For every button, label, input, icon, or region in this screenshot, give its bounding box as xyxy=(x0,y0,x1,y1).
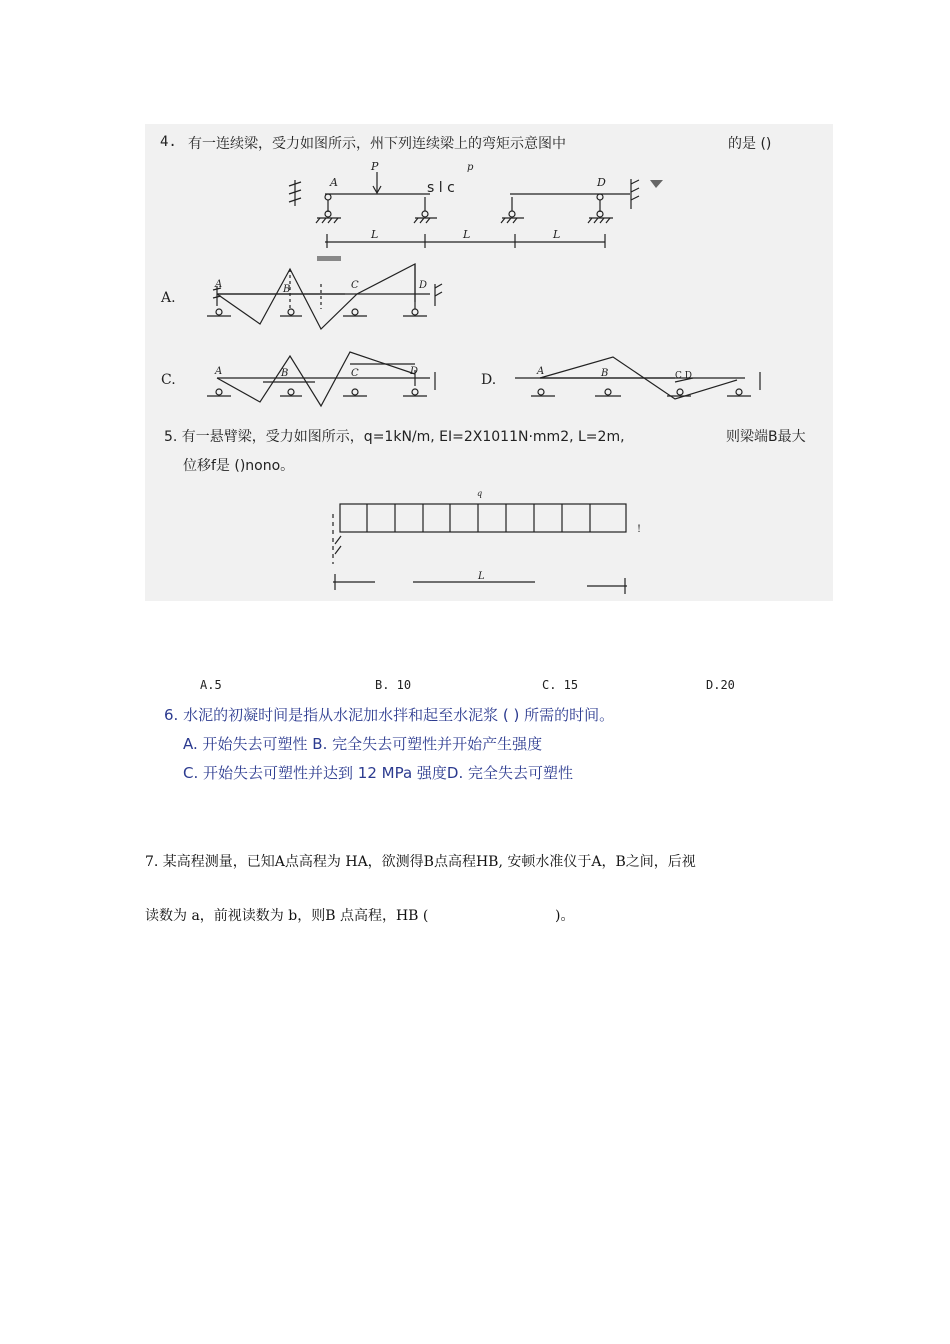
option-d-diagram xyxy=(515,357,760,399)
q7-line2: 读数为 a，前视读数为 b，则B 点高程，HB ( xyxy=(145,908,429,924)
q4-beam-diagrams xyxy=(145,124,833,601)
option-d-pt-b: B xyxy=(601,368,609,379)
q5-choice-b: B. 10 xyxy=(375,678,412,692)
q5-line1-tail: 则梁端B最大 xyxy=(726,429,806,445)
option-a-pt-b: B xyxy=(283,284,291,295)
q7-line2-tail: )。 xyxy=(555,908,575,924)
option-a-pt-c: C xyxy=(351,280,359,291)
option-c-label: C. xyxy=(161,372,176,388)
q4-number: 4. xyxy=(160,134,177,150)
q5-choice-a: A.5 xyxy=(200,678,222,692)
label-a: A xyxy=(330,176,338,189)
q4-text-tail: 的是 () xyxy=(728,136,772,152)
span-label-3: L xyxy=(553,228,561,241)
q5-q-label: q xyxy=(477,489,483,498)
option-a-label: A. xyxy=(161,290,176,306)
q5-line2: 位移f是 ()nono。 xyxy=(183,458,295,474)
q6-options-ab: A. 开始失去可塑性 B. 完全失去可塑性并开始产生强度 xyxy=(183,735,543,753)
option-c-pt-d: D xyxy=(410,366,419,377)
option-c-pt-a: A xyxy=(215,366,223,377)
q5-choice-d: D.20 xyxy=(706,678,735,692)
load-label-p2: p xyxy=(467,162,474,173)
option-d-label: D. xyxy=(481,372,497,388)
marker-triangle xyxy=(650,180,663,188)
q5-choice-c: C. 15 xyxy=(542,678,579,692)
marker-bar xyxy=(317,256,341,261)
label-d: D xyxy=(597,176,606,189)
span-label-2: L xyxy=(463,228,471,241)
option-d-pt-a: A xyxy=(537,366,545,377)
option-a-diagram xyxy=(207,264,442,329)
span-label-1: L xyxy=(371,228,379,241)
option-c-diagram xyxy=(207,352,435,406)
option-c-pt-b: B xyxy=(281,368,289,379)
q6-question: 6. 水泥的初凝时间是指从水泥加水拌和起至水泥浆 ( ) 所需的时间。 xyxy=(164,706,615,724)
hinge-label: s l c xyxy=(427,180,455,196)
q6-options-cd: C. 开始失去可塑性并达到 12 MPa 强度D. 完全失去可塑性 xyxy=(183,764,573,782)
q5-l-label: L xyxy=(478,571,485,582)
option-c-pt-c: C xyxy=(351,368,359,379)
option-d-pt-cd: C D xyxy=(675,371,692,381)
q7-line1: 7. 某高程测量，已知A点高程为 HA，欲测得B点高程HB, 安顿水准仪于A，B之间，后视 xyxy=(145,854,696,870)
q5-mark: ! xyxy=(637,524,642,535)
option-a-pt-d: D xyxy=(419,280,428,291)
option-a-pt-a: A xyxy=(215,279,223,290)
q5-line1: 5. 有一悬臂梁，受力如图所示，q=1kN/m, EI=2X1011N·mm2, L=2m, xyxy=(164,429,625,445)
load-label-p: P xyxy=(371,160,379,173)
q4-text: 有一连续梁，受力如图所示，州下列连续梁上的弯矩示意图中 xyxy=(188,136,566,152)
